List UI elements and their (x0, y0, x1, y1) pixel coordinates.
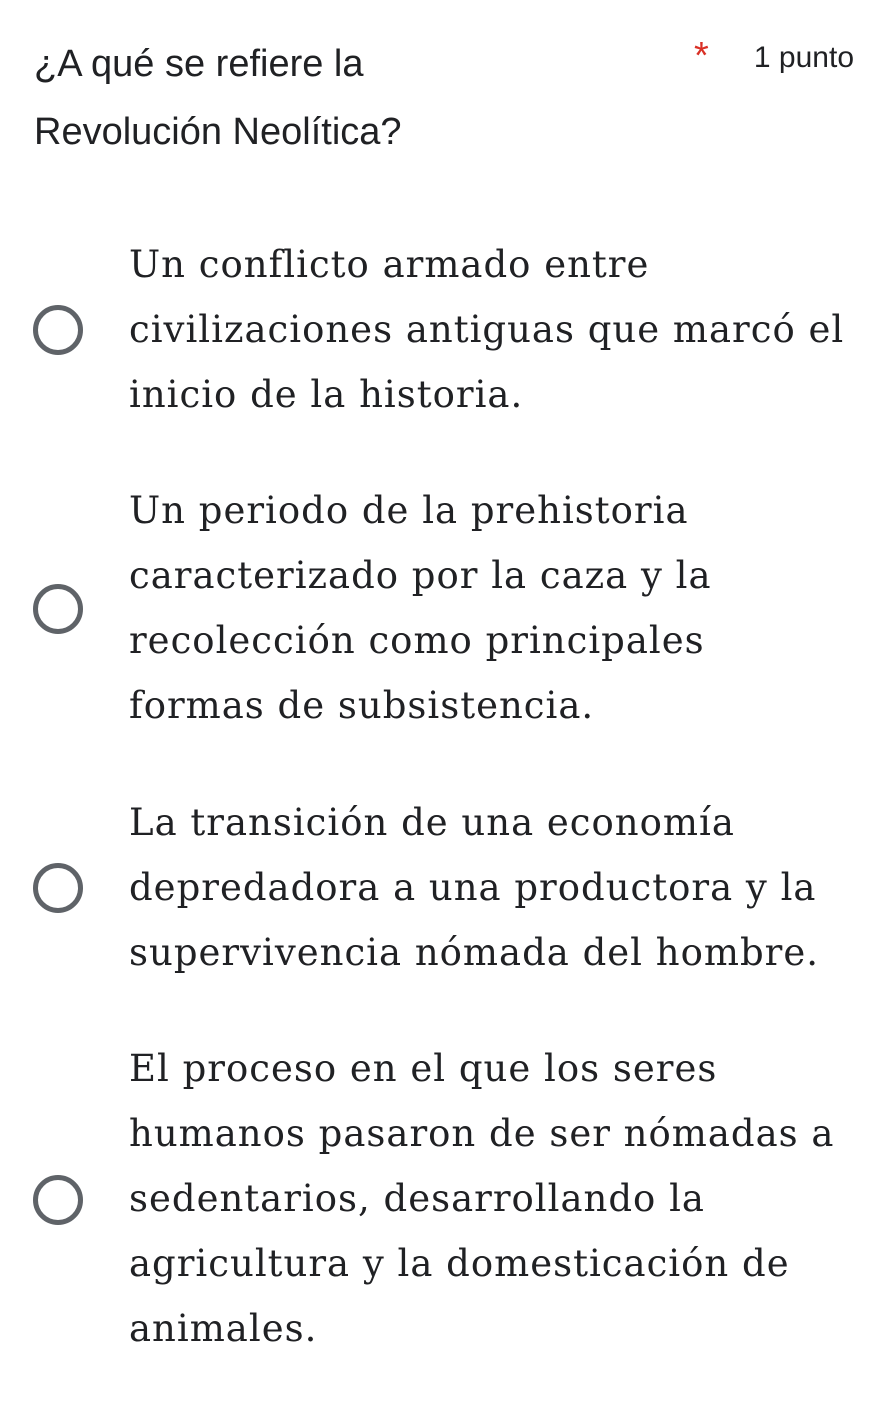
option-4[interactable] (0, 1036, 870, 1366)
points-label: 1 punto (753, 41, 854, 74)
radio-button[interactable] (33, 1175, 83, 1225)
radio-button[interactable] (33, 584, 83, 634)
option-label[interactable]: El proceso en el que los seres humanos pasaron de ser nómadas a sedentarios, desarrollando la agricultura y la domesticación de animales. (129, 1047, 835, 1350)
option-label[interactable]: La transición de una economía depredadora a una productora y la supervivencia nómada del hombre. (129, 801, 819, 974)
radio-button[interactable] (33, 863, 83, 913)
option-label[interactable]: Un periodo de la prehistoria caracterizado por la caza y la recolección como principales formas de subsistencia. (129, 489, 712, 727)
option-label[interactable]: Un conflicto armado entre civilizaciones antiguas que marcó el inicio de la historia. (129, 243, 845, 416)
question-header (34, 30, 854, 160)
option-2[interactable] (0, 478, 870, 740)
option-1[interactable] (0, 232, 870, 432)
option-3[interactable] (0, 790, 870, 990)
required-asterisk: * (694, 35, 709, 77)
question-title: ¿A qué se refiere la Revolución Neolítica? (34, 43, 402, 153)
radio-button[interactable] (33, 305, 83, 355)
